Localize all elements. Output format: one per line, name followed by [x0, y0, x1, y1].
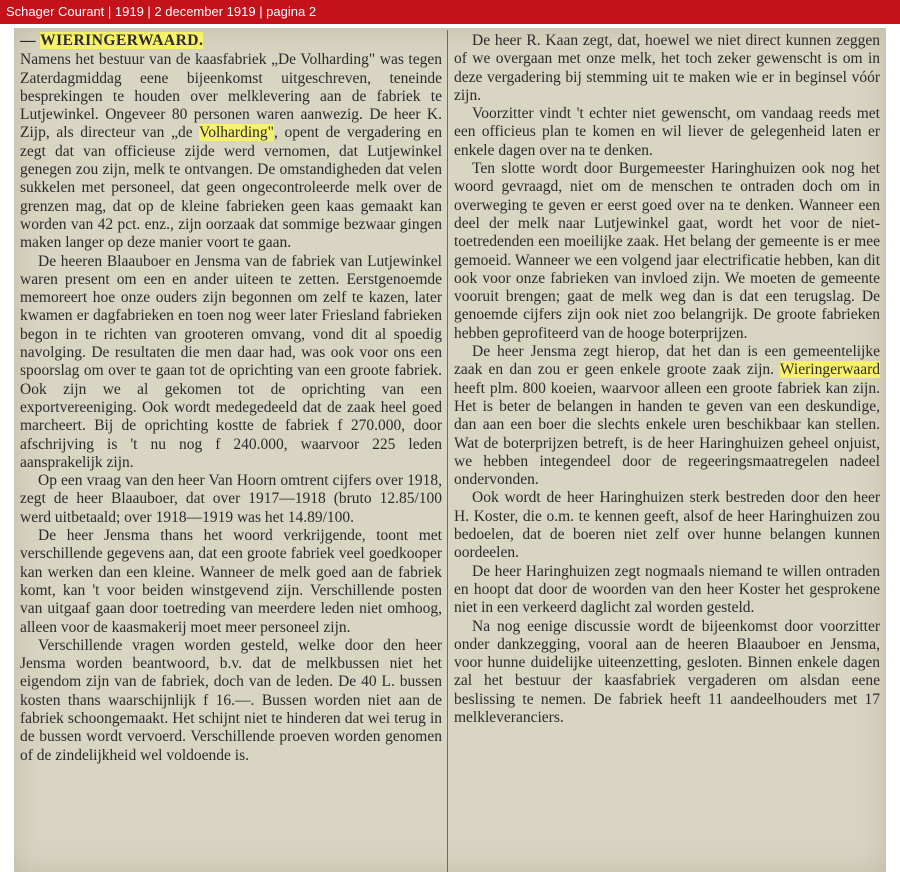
- heading-dash: —: [20, 32, 36, 49]
- highlighted-term: Volharding": [199, 124, 274, 142]
- paragraph-text: Namens het bestuur van de kaasfabriek „De Volharding" was tegen Zaterdagmiddag eene bijeenkomst uitgeschreven, teneinde besprekingen te houden over melklevering aan de fabriek te Lutjewinkel. Ongeveer 80 personen waren aanwezig. De heer K. Zijp, als directeur van „de: [20, 51, 442, 142]
- left-column-body: [20, 51, 442, 765]
- article-column-left: [20, 32, 442, 765]
- article-paragraph: [20, 253, 442, 473]
- paragraph-text: Ten slotte wordt door Burgemeester Haringhuizen ook nog het woord gevraagd, niet om de menschen te ontraden doch om in overweging te geven er eerst goed over na te denken. Wanneer een deel der melk naar Lutjewinkel gaat, wordt het voor de niet-toetredenden een moeilijke zaak. Het belang der gemeente is er mee gemoeid. Wanneer we een volgend jaar electrificatie hebben, kan dit ook voor onze fabrieken van invloed zijn. We moeten de gemeente vooruit brengen; gaat de melk weg dan is dat een terugslag. De genoemde cijfers zijn ook niet zoo belangrijk. De groote fabrieken hebben geprofiteerd van de hooge boterprijzen.: [454, 160, 880, 342]
- paragraph-text: heeft plm. 800 koeien, waarvoor alleen een groote fabriek kan zijn. Het is beter de belangen in handen te geven van een deskundige, dan aan een boer die slechts enkele uren beschikbaar kan stellen. Wat de boterprijzen betreft, is de heer Haringhuizen geheel onjuist, we hebben integendeel door de regeeringsmaatregelen nadeel ondervonden.: [454, 379, 880, 489]
- paragraph-text: Verschillende vragen worden gesteld, welke door den heer Jensma worden beantwoord, b.v. dat de melkbussen niet het eigendom zijn van de fabriek, doch van de leden. De 40 L. bussen kosten thans waarschijnlijk f 16.—. Bussen worden niet aan de fabriek schoongemaakt. Het schijnt niet te hinderen dat wei terug in de bussen wordt vervoerd. Verschillende proeven worden genomen of de zindelijkheid wel voldoende is.: [20, 636, 442, 764]
- breadcrumb: Schager Courant | 1919 | 2 december 1919 | pagina 2: [0, 0, 900, 24]
- paragraph-text: De heer Jensma thans het woord verkrijgende, toont met verschillende gegevens aan, dat een groote fabriek veel goedkooper kan werken dan een kleine. Wanneer de melk goed aan de fabriek komt, kan 't voor beiden winstgevend zijn. Verschillende posten van uitgaaf gaan door toetreding van meerdere leden niet omhoog, alleen voor de kaasmakerij moet meer personeel zijn.: [20, 527, 442, 636]
- article-paragraph: [454, 563, 880, 618]
- article-paragraph: [454, 489, 880, 562]
- article-paragraph: [20, 637, 442, 765]
- article-column-right: [454, 32, 880, 727]
- article-paragraph: [454, 343, 880, 489]
- paragraph-text: De heer Jensma zegt hierop, dat het dan is een gemeentelijke zaak en dan zou er geen enkele groote zaak zijn.: [454, 343, 880, 379]
- paragraph-text: Voorzitter vindt 't echter niet gewenscht, om vandaag reeds met een officieus plan te komen en wil liever de gelegenheid laten er enkele dagen over na te denken.: [454, 105, 880, 159]
- paragraph-text: Ook wordt de heer Haringhuizen sterk bestreden door den heer H. Koster, die o.m. te kennen geeft, alsof de heer Haringhuizen zou bedoelen, dat de boeren niet zelf over hunne belangen kunnen oordeelen.: [454, 489, 880, 562]
- right-column-body: [454, 32, 880, 727]
- article-title: WIERINGERWAARD.: [40, 32, 204, 49]
- paragraph-text: De heer R. Kaan zegt, dat, hoewel we niet direct kunnen zeggen of we overgaan met onze melk, het toch zeker gewenscht is om in deze vergadering bij stemming uit te maken wie er in beginsel vóór zijn.: [454, 32, 880, 104]
- paragraph-text: De heeren Blaauboer en Jensma van de fabriek van Lutjewinkel waren present om een en ander uiteen te zetten. Eerstgenoemde memoreert hoe onze ouders zijn begonnen om zelf te kazen, later kwamen er dagfabrieken en toen nog weer later Friesland fabrieken begon in te richten van grooteren omvang, vond dit al spoedig navolging. De resultaten die men daar had, was ook voor ons een spoorslag om over te gaan tot de oprichting van een groote fabriek. Ook zijn we al gekomen tot de oprichting van een exportvereeniging. Ook wordt medegedeeld dat de zaak heel goed marcheert. Bij de oprichting kostte de fabriek f 270.000, door afschrijving is 't nu nog f 240.000, waarvoor 225 leden aansprakelijk zijn.: [20, 252, 442, 471]
- article-paragraph: [20, 527, 442, 637]
- article-paragraph: [454, 618, 880, 728]
- paragraph-text: Na nog eenige discussie wordt de bijeenkomst door voorzitter onder dankzegging, vooral aan de heeren Blaauboer en Jensma, voor hunne duidelijke uiteenzetting, gesloten. Binnen enkele dagen zal het bestuur der kaasfabriek vergaderen om alsdan eene beslissing te nemen. De fabriek heeft 11 aandeelhouders met 17 melkleveranciers.: [454, 617, 880, 726]
- article-paragraph: [454, 32, 880, 105]
- paragraph-text: , opent de vergadering en zegt dat van officieuse zijde werd vernomen, dat Lutjewinkel genegen zou zijn, melk te ontvangen. De omstandigheden dat velen sukkelen met personeel, dat geen ongecontroleerde melk over de grenzen mag, dat op de kleine fabrieken geen kaas gemaakt kan worden van 42 pct. enz., zijn oorzaak dat sommige bezwaar gingen maken langer op deze manier voort te gaan.: [20, 124, 443, 252]
- article-paragraph: [454, 160, 880, 343]
- column-divider: [447, 30, 448, 872]
- paragraph-text: Op een vraag van den heer Van Hoorn omtrent cijfers over 1918, zegt de heer Blaauboer, dat over 1917—1918 (bruto 12.85/100 werd uitbetaald; over 1918—1919 was het 14.89/100.: [20, 472, 442, 526]
- article-paragraph: [454, 105, 880, 160]
- highlighted-term: Wieringerwaard: [779, 361, 880, 379]
- paragraph-text: De heer Haringhuizen zegt nogmaals niemand te willen ontraden en hoopt dat door de woorden van den heer Koster het gesprokene niet in een verkeerd daglicht zal worden gesteld.: [454, 562, 880, 617]
- article-heading: [20, 32, 442, 50]
- article-paragraph: [20, 472, 442, 527]
- article-paragraph: [20, 51, 442, 252]
